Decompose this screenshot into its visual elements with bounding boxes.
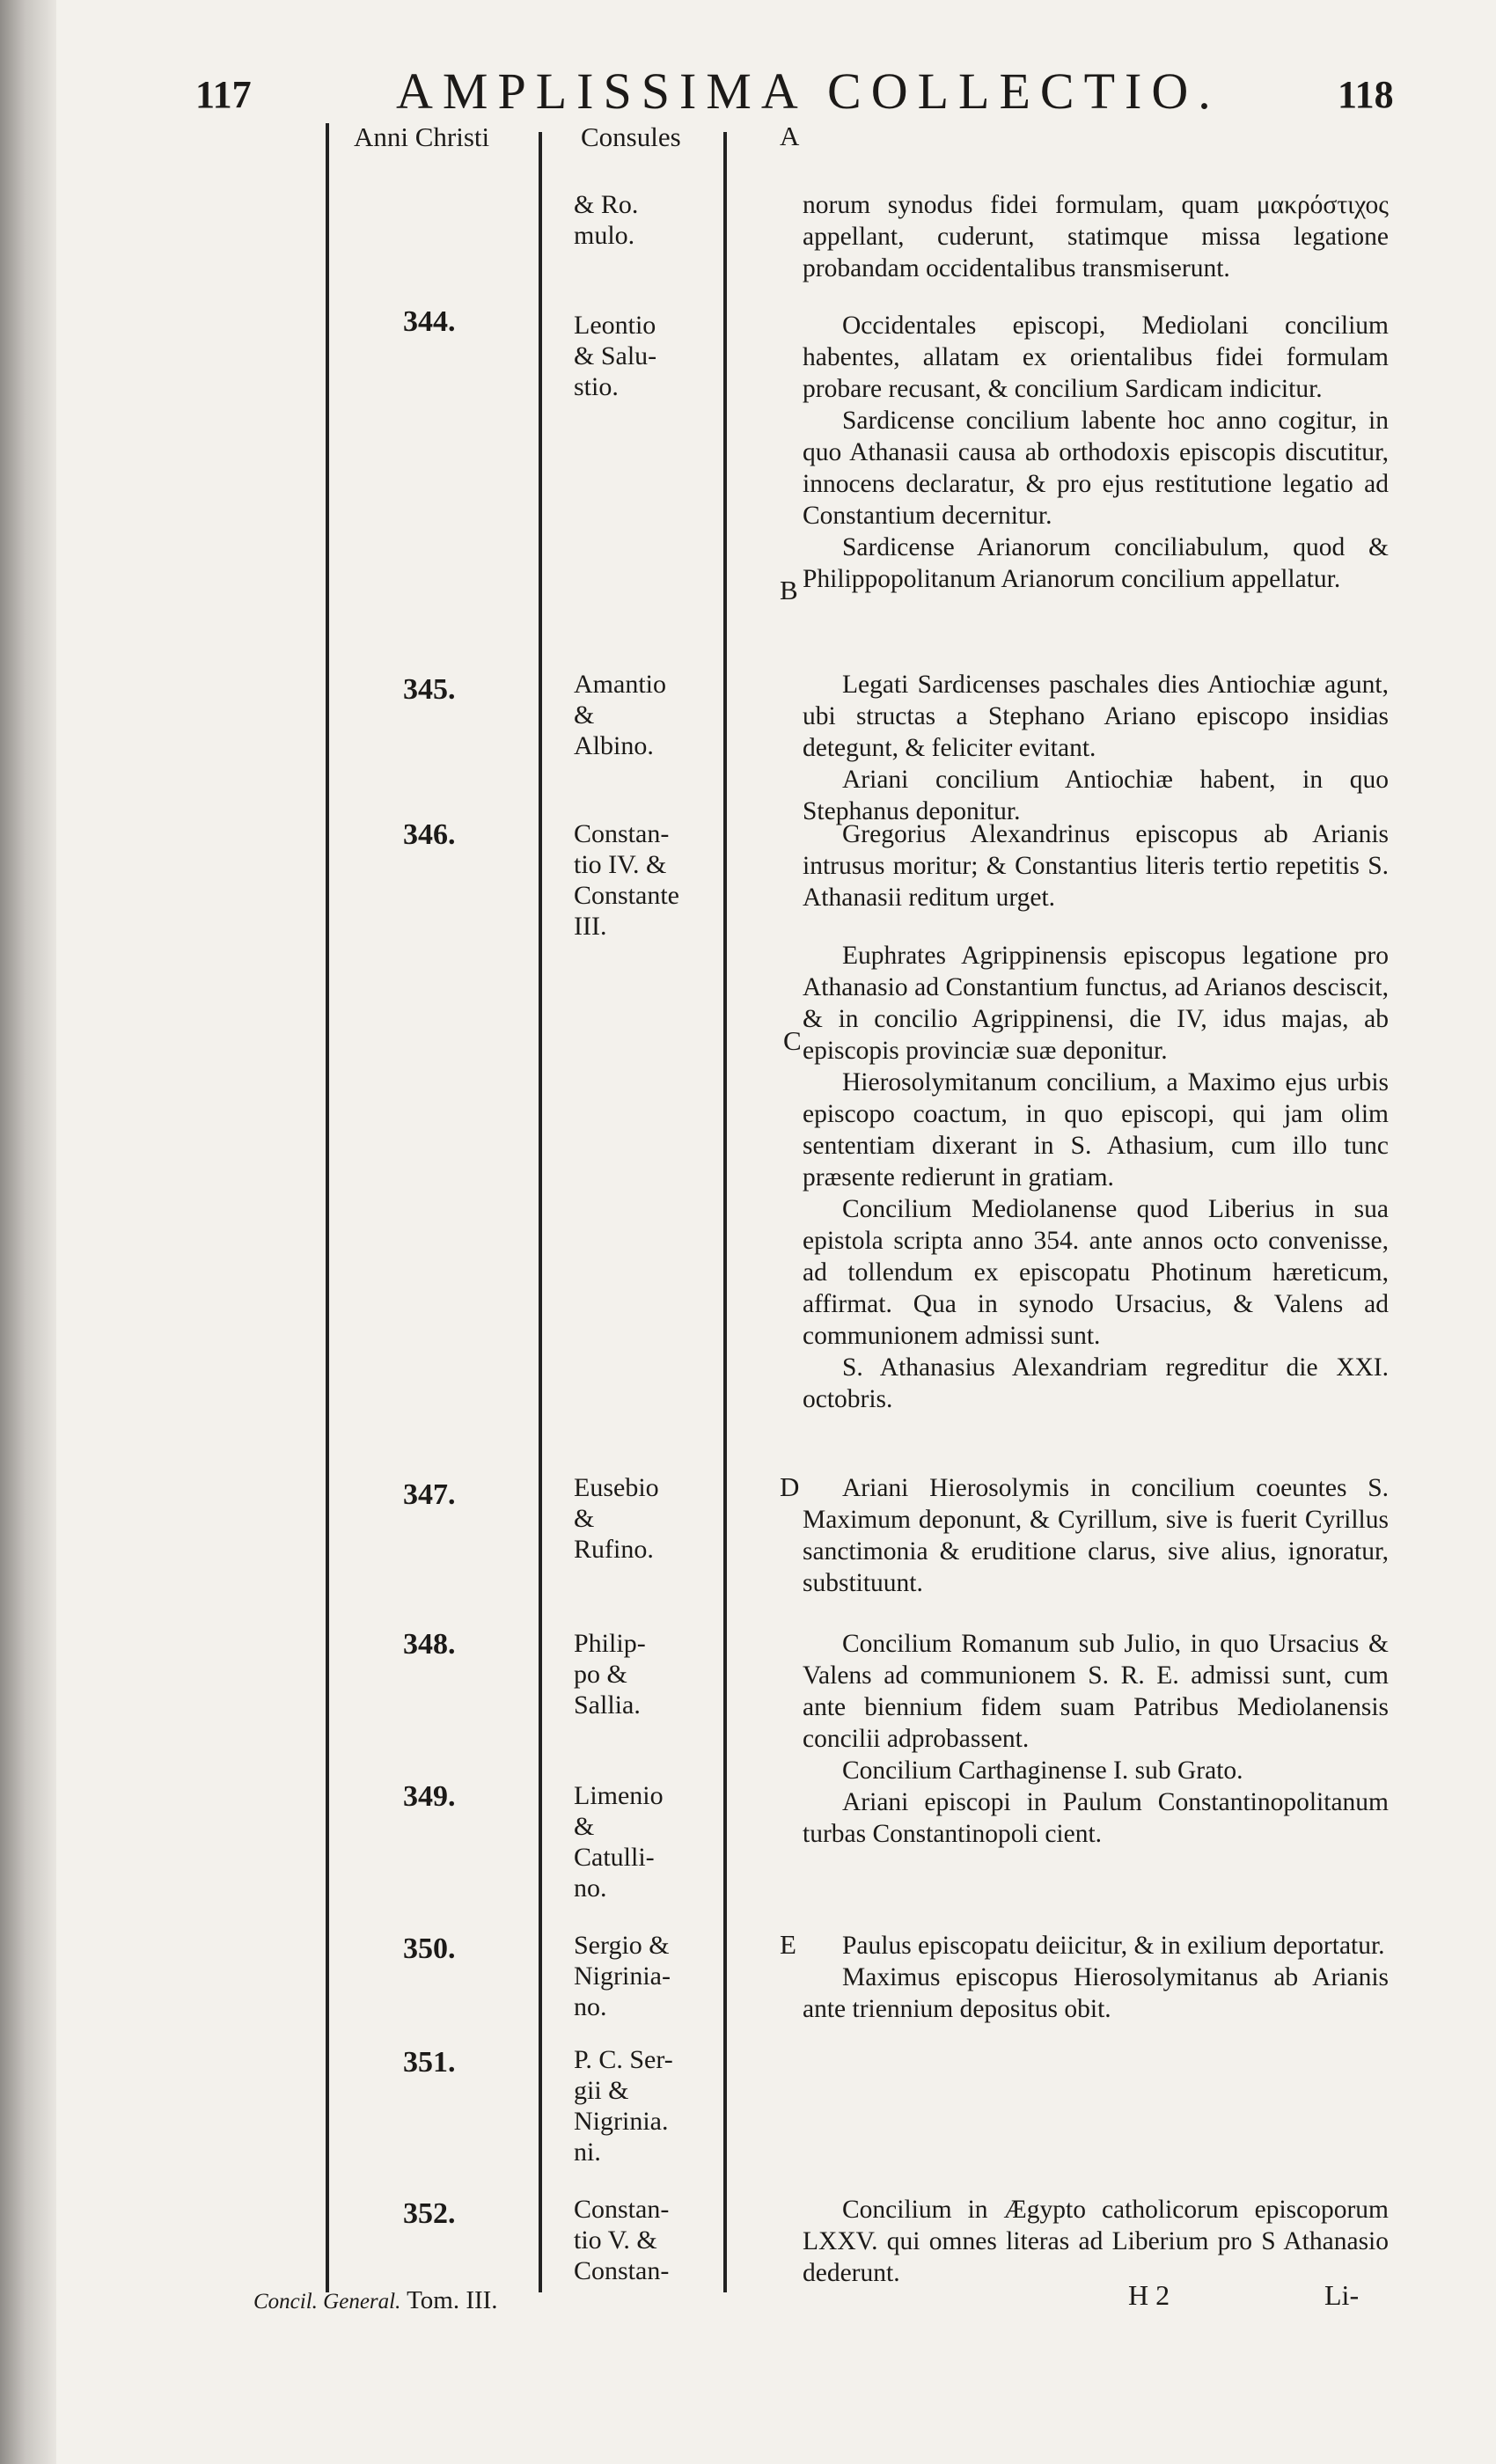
entry-paragraph: Concilium Romanum sub Julio, in quo Ursacius & Valens ad communionem S. R. E. admissi sunt, cum ante biennium fidem suam Patribus Mediolanensis concilii adprobassent. xyxy=(803,1630,1389,1753)
entry-paragraph: Ariani Hierosolymis in concilium coeuntes S. Maximum deponunt, & Cyrillum, sive is fuerit Cyrillus sanctimonia & eruditione clarus, sive alius, ignoratur, substituunt. xyxy=(803,1474,1389,1597)
column-rule-right xyxy=(723,132,727,2292)
entry-paragraph: Sardicense concilium labente hoc anno cogitur, in quo Athanasii causa ab orthodoxis episcopis discutitur, innocens declaratur, & pro ejus restitutione legatio ad Constantium decernitur. xyxy=(803,407,1389,530)
consuls-entry: Limenio & Catulli- no. xyxy=(574,1781,664,1903)
entry-paragraph: S. Athanasius Alexandriam regreditur die XXI. octobris. xyxy=(803,1353,1389,1413)
entry-paragraph: norum synodus fidei formulam, quam μακρόστιχος appellant, cuderunt, statimque missa legatione probandam occidentalibus transmiserunt. xyxy=(803,191,1389,282)
column-header-consules: Consules xyxy=(581,121,681,152)
consuls-entry: Sergio & Nigrinia- no. xyxy=(574,1931,671,2021)
column-rule-middle xyxy=(539,132,542,2292)
entries-group-5 xyxy=(803,1472,1389,1599)
running-title: AMPLISSIMA COLLECTIO. xyxy=(396,62,1221,120)
year-label: 346. xyxy=(403,818,456,851)
consuls-entry: Leontio & Salu- stio. xyxy=(574,311,657,401)
section-letter-e: E xyxy=(780,1929,796,1960)
consuls-entry: Amantio & Albino. xyxy=(574,670,666,760)
catchword: Li- xyxy=(1324,2279,1360,2311)
entry-paragraph: Occidentales episcopi, Mediolani concilium habentes, allatam ex orientalibus fidei formulam probare recusant, & concilium Sardicam indicitur. xyxy=(803,312,1389,403)
entries-group-2 xyxy=(803,669,1389,827)
year-label: 352. xyxy=(403,2197,456,2230)
page-number-left: 117 xyxy=(195,73,252,116)
entries-group-1 xyxy=(803,310,1389,595)
consuls-entry: Constan- tio IV. & Constante III. xyxy=(574,819,679,941)
year-label: 347. xyxy=(403,1478,456,1511)
entry-paragraph: Concilium Carthaginense I. sub Grato. xyxy=(842,1756,1243,1785)
entry-paragraph: Ariani concilium Antiochiæ habent, in quo Stephanus deponitur. xyxy=(803,766,1389,825)
column-rule-left xyxy=(326,123,329,2292)
entries-group-8 xyxy=(803,2194,1389,2289)
section-letter-a: A xyxy=(780,121,800,151)
entries-group-3 xyxy=(803,818,1389,913)
consuls-entry: & Ro. mulo. xyxy=(574,190,639,250)
consuls-entry: Philip- po & Sallia. xyxy=(574,1629,646,1720)
entry-paragraph: Sardicense Arianorum conciliabulum, quod & Philippopolitanum Arianorum concilium appellatur. xyxy=(803,533,1389,593)
year-label: 348. xyxy=(403,1628,456,1661)
entry-paragraph: Concilium Mediolanense quod Liberius in sua epistola scripta anno 354. ante annos octo convenisse, ad tollendum ex episcopatu Photinum hæreticum, affirmat. Qua in synodo Ursacius, & Valens ad communionem admissi sunt. xyxy=(803,1195,1389,1350)
entry-paragraph: Gregorius Alexandrinus episcopus ab Arianis intrusus moritur; & Constantius literis tertio repetitis S. Athanasii reditum urget. xyxy=(803,820,1389,912)
volume-name: Concil. General. xyxy=(253,2290,401,2314)
entry-paragraph: Paulus episcopatu deiicitur, & in exilium deportatur. xyxy=(842,1932,1385,1960)
year-label: 344. xyxy=(403,305,456,338)
entry-paragraph: Maximus episcopus Hierosolymitanus ab Arianis ante triennium depositus obit. xyxy=(803,1963,1389,2023)
entries-group-7 xyxy=(803,1930,1389,2025)
year-label: 349. xyxy=(403,1780,456,1813)
column-header-anni-christi: Anni Christi xyxy=(354,121,490,152)
year-label: 351. xyxy=(403,2046,456,2079)
entry-paragraph: Hierosolymitanum concilium, a Maximo ejus urbis episcopo coactum, in quo episcopi, qui jam olim sententiam dixerant in S. Athasium, cum illo tunc præsente redierunt in gratiam. xyxy=(803,1068,1389,1192)
entries-group-6 xyxy=(803,1628,1389,1850)
signature-mark: H 2 xyxy=(1128,2279,1170,2311)
section-letter-d: D xyxy=(780,1471,800,1502)
year-label: 345. xyxy=(403,673,456,706)
entries-group-4 xyxy=(803,940,1389,1415)
page-number-right: 118 xyxy=(1338,73,1394,116)
section-letter-c: C xyxy=(783,1025,802,1056)
consuls-entry: P. C. Ser- gii & Nigrinia. ni. xyxy=(574,2045,673,2167)
page-binding-shadow xyxy=(0,0,56,2464)
consuls-entry: Eusebio & Rufino. xyxy=(574,1473,659,1564)
entries-group-0 xyxy=(803,189,1389,284)
entry-paragraph: Concilium in Ægypto catholicorum episcoporum LXXV. qui omnes literas ad Liberium pro S Athanasio dederunt. xyxy=(803,2196,1389,2287)
volume-tome: Tom. III. xyxy=(407,2286,498,2314)
entry-paragraph: Legati Sardicenses paschales dies Antiochiæ agunt, ubi structas a Stephano Ariano episcopo insidias detegunt, & feliciter evitant. xyxy=(803,671,1389,762)
consuls-entry: Constan- tio V. & Constan- xyxy=(574,2195,670,2285)
entry-paragraph: Euphrates Agrippinensis episcopus legatione pro Athanasio ad Constantium functus, ad Arianos desciscit, & in concilio Agrippinensi, die IV, idus majas, ab episcopis provinciæ suæ deponitur. xyxy=(803,942,1389,1065)
entry-paragraph: Ariani episcopi in Paulum Constantinopolitanum turbas Constantinopoli cient. xyxy=(803,1788,1389,1848)
year-label: 350. xyxy=(403,1932,456,1965)
volume-footer xyxy=(253,2286,498,2315)
section-letter-b: B xyxy=(780,575,798,605)
